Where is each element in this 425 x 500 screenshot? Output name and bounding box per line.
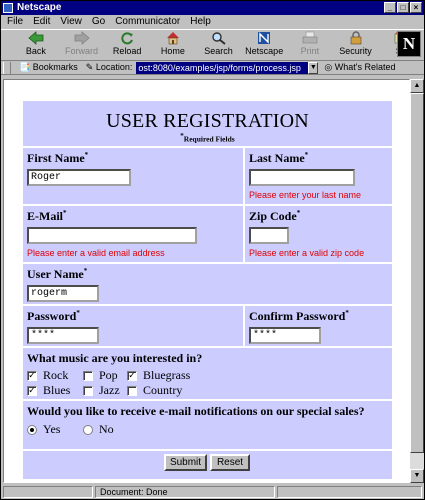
scroll-thumb[interactable] (410, 93, 424, 453)
jazz-label: Jazz (99, 383, 120, 397)
confirm-password-label-text: Confirm Password (249, 309, 346, 323)
submit-button[interactable]: Submit (164, 454, 207, 471)
reload-button[interactable] (104, 30, 150, 60)
zip-label-text: Zip Code (249, 209, 297, 223)
toolbar-grip[interactable] (3, 62, 11, 74)
component-bar (277, 486, 422, 498)
location-bar (1, 61, 424, 75)
notify-options (27, 422, 207, 437)
confirm-password-cell (244, 305, 393, 347)
menu-help[interactable]: Help (190, 16, 211, 27)
notify-option-no[interactable] (83, 422, 127, 437)
email-label-text: E-Mail (27, 209, 63, 223)
password-input[interactable]: **** (27, 327, 99, 344)
music-option-bluegrass[interactable] (127, 368, 207, 383)
scroll-down-button[interactable]: ▼ (410, 469, 424, 483)
search-label: Search (204, 46, 233, 56)
no-radio[interactable] (83, 425, 93, 435)
user-name-label: User Name* (27, 267, 88, 281)
scroll-up-button[interactable]: ▲ (410, 79, 424, 93)
zip-error: Please enter a valid zip code (249, 248, 365, 258)
password-label: Password* (27, 309, 80, 323)
zip-cell (244, 205, 393, 263)
related-icon: ◎ (324, 62, 333, 72)
first-name-input[interactable]: Roger (27, 169, 131, 186)
navigation-toolbar (1, 29, 424, 61)
security-label: Security (339, 46, 372, 56)
netscape-logo: N (397, 31, 421, 57)
menu-go[interactable]: Go (91, 16, 106, 27)
user-name-label-text: User Name (27, 267, 84, 281)
rock-checkbox[interactable]: ✓ (28, 370, 36, 381)
vertical-scrollbar[interactable] (410, 79, 424, 483)
music-option-jazz[interactable] (83, 383, 127, 398)
status-bar (1, 485, 424, 499)
music-option-country[interactable] (127, 383, 207, 398)
first-name-label: First Name* (27, 151, 89, 165)
window-title: Netscape (17, 2, 62, 13)
menu-communicator[interactable]: Communicator (115, 16, 181, 27)
email-cell (22, 205, 244, 263)
lock-icon (348, 31, 364, 45)
whats-related-label: What's Related (334, 62, 396, 72)
yes-label: Yes (43, 422, 61, 436)
confirm-password-input[interactable]: **** (249, 327, 321, 344)
print-icon (302, 31, 318, 45)
required-note: *Required Fields (180, 132, 235, 144)
first-name-cell (22, 147, 244, 205)
music-cell (22, 347, 393, 400)
music-option-rock[interactable] (27, 368, 83, 383)
security-button[interactable] (333, 30, 379, 60)
home-button[interactable] (150, 30, 196, 60)
buttons-cell (22, 450, 393, 480)
location-label (86, 62, 133, 73)
notify-question: Would you like to receive e-mail notifications on our special sales? (27, 404, 365, 418)
page-content (3, 79, 410, 483)
music-question: What music are you interested in? (27, 351, 203, 365)
blues-checkbox[interactable]: ✓ (28, 385, 36, 396)
password-cell (22, 305, 244, 347)
music-option-pop[interactable] (83, 368, 127, 383)
forward-arrow-icon (74, 31, 90, 45)
music-option-blues[interactable] (27, 383, 83, 398)
form-title: USER REGISTRATION (106, 110, 309, 132)
netscape-icon (256, 31, 272, 45)
menu-file[interactable]: File (7, 16, 24, 27)
password-label-text: Password (27, 309, 77, 323)
no-label: No (99, 422, 114, 436)
search-icon (211, 31, 227, 45)
security-indicator[interactable] (3, 486, 93, 498)
pop-label: Pop (99, 368, 118, 382)
window-controls (384, 2, 422, 13)
last-name-label-text: Last Name (249, 151, 305, 165)
back-label: Back (25, 46, 46, 56)
user-name-cell (22, 263, 393, 305)
last-name-input[interactable] (249, 169, 355, 186)
yes-radio[interactable] (27, 425, 37, 435)
title-bar (1, 1, 424, 15)
close-button[interactable]: × (410, 2, 422, 13)
last-name-error: Please enter your last name (249, 190, 362, 200)
user-name-input[interactable]: rogerm (27, 285, 99, 302)
jazz-checkbox[interactable] (83, 386, 93, 396)
print-label: Print (300, 46, 320, 56)
reload-icon (119, 31, 135, 45)
bookmark-icon: 📑 (19, 62, 31, 72)
url-dropdown-button[interactable]: ▼ (308, 62, 318, 74)
reset-button[interactable]: Reset (210, 454, 250, 471)
forward-button[interactable] (59, 30, 105, 60)
bookmarks-label: Bookmarks (32, 62, 78, 72)
rock-label: Rock (43, 368, 69, 382)
notify-option-yes[interactable] (27, 422, 83, 437)
search-button[interactable] (196, 30, 242, 60)
music-options (27, 368, 207, 398)
menu-bar (1, 15, 424, 29)
forward-label: Forward (65, 46, 99, 56)
back-button[interactable] (13, 30, 59, 60)
zip-input[interactable] (249, 227, 289, 244)
menu-view[interactable]: View (60, 16, 82, 27)
maximize-button[interactable]: □ (397, 2, 409, 13)
country-label: Country (143, 383, 183, 397)
registration-form (22, 100, 393, 480)
status-text: Document: Done (95, 486, 275, 498)
minimize-button[interactable]: _ (384, 2, 396, 13)
blues-label: Blues (43, 383, 71, 397)
form-header (22, 100, 393, 147)
home-icon (165, 31, 181, 45)
home-label: Home (160, 46, 185, 56)
country-checkbox[interactable] (127, 386, 137, 396)
bookmarks-button[interactable] (19, 62, 78, 73)
url-field[interactable]: ost:8080/examples/jsp/forms/process.jsp (136, 62, 308, 74)
last-name-cell (244, 147, 393, 205)
location-label-text: Location: (95, 62, 133, 72)
email-label: E-Mail* (27, 209, 67, 223)
netscape-small-icon (3, 3, 13, 13)
last-name-label: Last Name* (249, 151, 309, 165)
print-button[interactable] (287, 30, 333, 60)
netscape-button[interactable] (241, 30, 287, 60)
zip-label: Zip Code* (249, 209, 301, 223)
bluegrass-checkbox[interactable]: ✓ (128, 370, 136, 381)
pop-checkbox[interactable] (83, 371, 93, 381)
confirm-password-label: Confirm Password* (249, 309, 349, 323)
whats-related-button[interactable] (324, 62, 395, 73)
reload-label: Reload (112, 46, 142, 56)
first-name-label-text: First Name (27, 151, 85, 165)
netscape-label: Netscape (245, 46, 284, 56)
email-error: Please enter a valid email address (27, 248, 165, 258)
menu-edit[interactable]: Edit (33, 16, 51, 27)
email-input[interactable] (27, 227, 197, 244)
notify-cell (22, 400, 393, 450)
required-note-text: Required Fields (183, 134, 235, 144)
back-arrow-icon (28, 31, 44, 45)
page-proxy-icon[interactable]: ✎ (85, 62, 94, 72)
bluegrass-label: Bluegrass (143, 368, 191, 382)
